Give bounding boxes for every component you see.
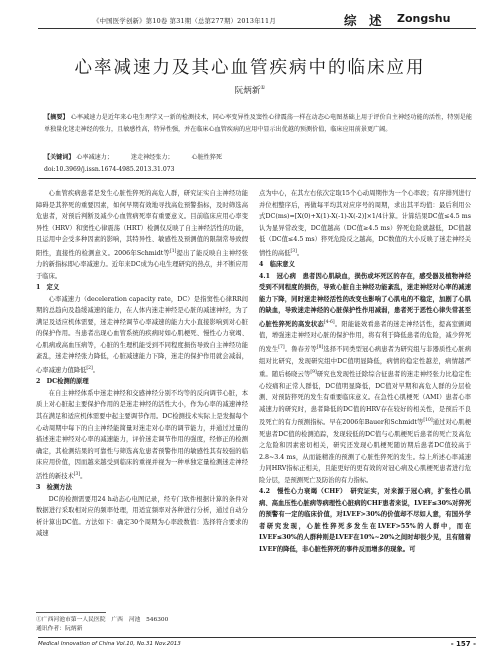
author-mark: ① bbox=[260, 85, 266, 92]
author-name: 阮炳新 bbox=[234, 86, 261, 96]
section-label-en: Zongshu bbox=[397, 12, 451, 25]
keywords-block bbox=[44, 152, 472, 175]
footnote bbox=[36, 616, 248, 634]
keyword-1: 心率减速力； bbox=[76, 154, 113, 161]
abstract-rule bbox=[38, 178, 476, 179]
section-label-cn: 综 述 bbox=[344, 13, 382, 28]
right-column bbox=[259, 188, 471, 555]
abstract-label: 【摘要】 bbox=[44, 114, 69, 121]
corresponding-author: 通讯作者：阮炳新 bbox=[36, 626, 83, 632]
left-column bbox=[36, 188, 248, 540]
keywords-label: 【关键词】 bbox=[44, 154, 75, 161]
footer-journal: Medical Innovation of China Vol.10, No.31 Nov.2013 bbox=[38, 641, 181, 647]
section-heading: 2 DC检测的原理 bbox=[36, 378, 89, 386]
journal-issue: 《中国医学创新》第10卷 第31期（总第277期）2013年11月 bbox=[93, 17, 276, 25]
affiliation: ①广西河池市第一人民医院 广西 河池 546300 bbox=[36, 617, 169, 623]
paragraph: 4.1 冠心病 患者因心肌缺血，损伤或坏死区的存在，感受器及植物神经受到不同程度的损伤，导致心脏自主神经功能紊乱，迷走神经对心率的减速能力下降，同时迷走神经活性的改变也影响了心肌电的不稳定，加剧了心肌的缺血，导致迷走神经的心脏保护性作用减弱，患者死于恶性心律失常甚至心脏性猝死的高发状态[4-6]。阳能能效看患者的迷走神经活性，提高室颤阈值，增强迷走神经对心脏的保护作用，将有利于降低患者的危险，减少猝死的发生[7]。鲁春芳等[8]选择不同类型冠心病患者为研究组与非器质性心脏病组对比研究，发现研究组中DC值明显降低，病情的稳定性越差，病情越严重。随后杨晓云等[9]研究也发现性迁除综合征患者的迷走神经张力比稳定性心绞痛和正常人群低，DC值明显降低，DC值对早期和高危人群的分层检测、对预防猝死的发生有重要临床意义。在急性心肌梗死（AMI）患者心率减速力的研究时，患者降低的DC值的HRV存在较好的相关性，是预后不良及死亡的有力预测指标。早在2006年Bauer和Schmidt等[10]通过对心肌梗死患者DC值的检测追踪，发现较低的DC值与心肌梗死后患者的死亡及高危之危险和因素密切相关，研究还发现心肌梗死随访期后患者DC值较高于2.8~3.4 ms，从而能精准的预测了心脏性猝死的发生。综上所述心率减速力同HRV指标正相关，且能更好的更有效的对冠心病及心肌梗死患者进行危险分层，是预测死亡及防治的有力指标。 bbox=[259, 272, 472, 484]
header-rule bbox=[38, 28, 476, 29]
section-heading: 3 检测方法 bbox=[36, 484, 72, 492]
running-header bbox=[38, 11, 476, 27]
paragraph: DC的检测需要用24 h动态心电图记录，经专门软件根据计算的条件对数据进行采取相对应的频率处理，用适宜频率对各种进行分析，通过自动分析计算出DC值。方法如下：确定30个周期为心率段数值：选择符合要求的减速 bbox=[36, 495, 248, 538]
paragraph: 在自主神经体系中迷走神经和交感神经分别不均等的反向调节心脏，本质上对心脏起主要保护作用的是迷走神经的活性大小，作为心率的减速神经其在满足和适应机体需要中起主要调节作用。DC检测技术实际上是发掘每个心动周期中每下的自主神经能简量对迷走对心率的调节能力，并通过过量的描述迷走神经对心率的减速能力，评价迷走调节作用的强度，经修正的检测确定，其检测结果的可靠性与筛选高危患者预警作用的敏感性其有较强的临床应用价值，因而越来越受到临床的重视并视为一种单独定量检测迷走神经活性的新技术[3]。 bbox=[36, 389, 248, 480]
running-footer bbox=[38, 641, 476, 647]
article-title: 心率减速力及其心血管疾病中的临床应用 bbox=[74, 58, 426, 78]
author-line bbox=[0, 84, 500, 96]
paragraph: 4.2 慢性心力衰竭（CHF） 研究证实，对来源于冠心病，扩张性心肌病、高血压性心脏病等病理性心脏病的CHF患者来说，LVEF≤30%对猝死的预警有一定的临床价值，对LVEF>30%的价值却不尽如人意，有国外学者研究发现，心脏性猝死多发生在LVEF>55%的人群中，而在LVEF≤30%的人群种则是LVEF在10%~20%之间时却很少见，且有随着LVEF的降低，非心脏性猝死的事件反而增多的现象。可 bbox=[259, 488, 471, 553]
paragraph: 心血管疾病患者是发生心脏性猝死的高危人群，研究证实自主神经功能障碍是其猝死的重要因素，如何早期有效地寻找高危预警指标，及时筛选高危患者，对预后判断及减少心血管病死率有重要意义。目前临床应用心率变异性（HRV）和窦性心律震荡（HRT）检测仅反映了自主神经活性的功能，且运用中会受多种因素的影响，其特异性、敏感性及预测值的限制常导致假阳性，直接性的检测意义。2006年Schmidt等[1]提出了能反映自主神经张力的新指标即心率减速力。近年来DC成为心电生理研究的热点，并不断应用于临床。 bbox=[36, 190, 249, 280]
doi: doi:10.3969/j.issn.1674-4985.2013.31.073 bbox=[44, 165, 175, 173]
keyword-2: 迷走神经张力； bbox=[130, 154, 174, 161]
section-heading: 4 临床意义 bbox=[259, 261, 295, 269]
abstract bbox=[44, 112, 472, 135]
abstract-text: 心率减速力是近年来心电生理学又一新的检测技术，同心率变异性及窦性心律震荡一样在动态心电图基础上用于评价自主神经功能的活性，特别是能单独量化迷走神经的张力，且敏感性高，特异性强，并在临床心血管疾病的应用中显示出优越的预测价值，临床应用前景更广阔。 bbox=[44, 114, 473, 133]
section-heading: 1 定义 bbox=[36, 284, 60, 292]
page-number: - 157 - bbox=[450, 640, 476, 648]
keyword-3: 心脏性猝死 bbox=[191, 154, 222, 161]
footer-rule bbox=[38, 637, 476, 638]
footnote-rule bbox=[36, 612, 106, 613]
paragraph: 点为中心，在其左右依次定取15个心动周期作为一个心率段；有序排列进行并位相整序后，再做每平均其对应序号的周期，求出其平均值：最后利用公式DC(ms)=[X(0)+X(1)-X(-1)-X(-2)]×1/4计算。计算结果DC值≤4.5 ms认为显异常改变，DC值越高（DC值≥4.5 ms）猝死危险就越低，DC值越低（DC值≤4.5 ms）猝死危险反之越高，DC数值的大小反映了迷走神经关情性的高低[3]。 bbox=[259, 190, 471, 257]
paragraph: 心率减速力（deceleration capacity rate，DC）是指窦性心律RR间期的总趋向及趋缓减速的能力，在人体内迷走神经是心脏的减速神经，为了满足及适应机体需要，迷走神经调节心率减速的能力大小直接影响到对心脏的保护作用。当患者出现心血管系统的疾病时如心肌梗死、慢性心力衰竭、心肌病或高血压病等，心脏的生理机能受到不同程度损伤导致自主神经功能紊乱，迷走神经张力降低，心脏减速能力下降，迷走的保护作用就会减弱，心率减速力值降低[2]。 bbox=[36, 295, 248, 374]
